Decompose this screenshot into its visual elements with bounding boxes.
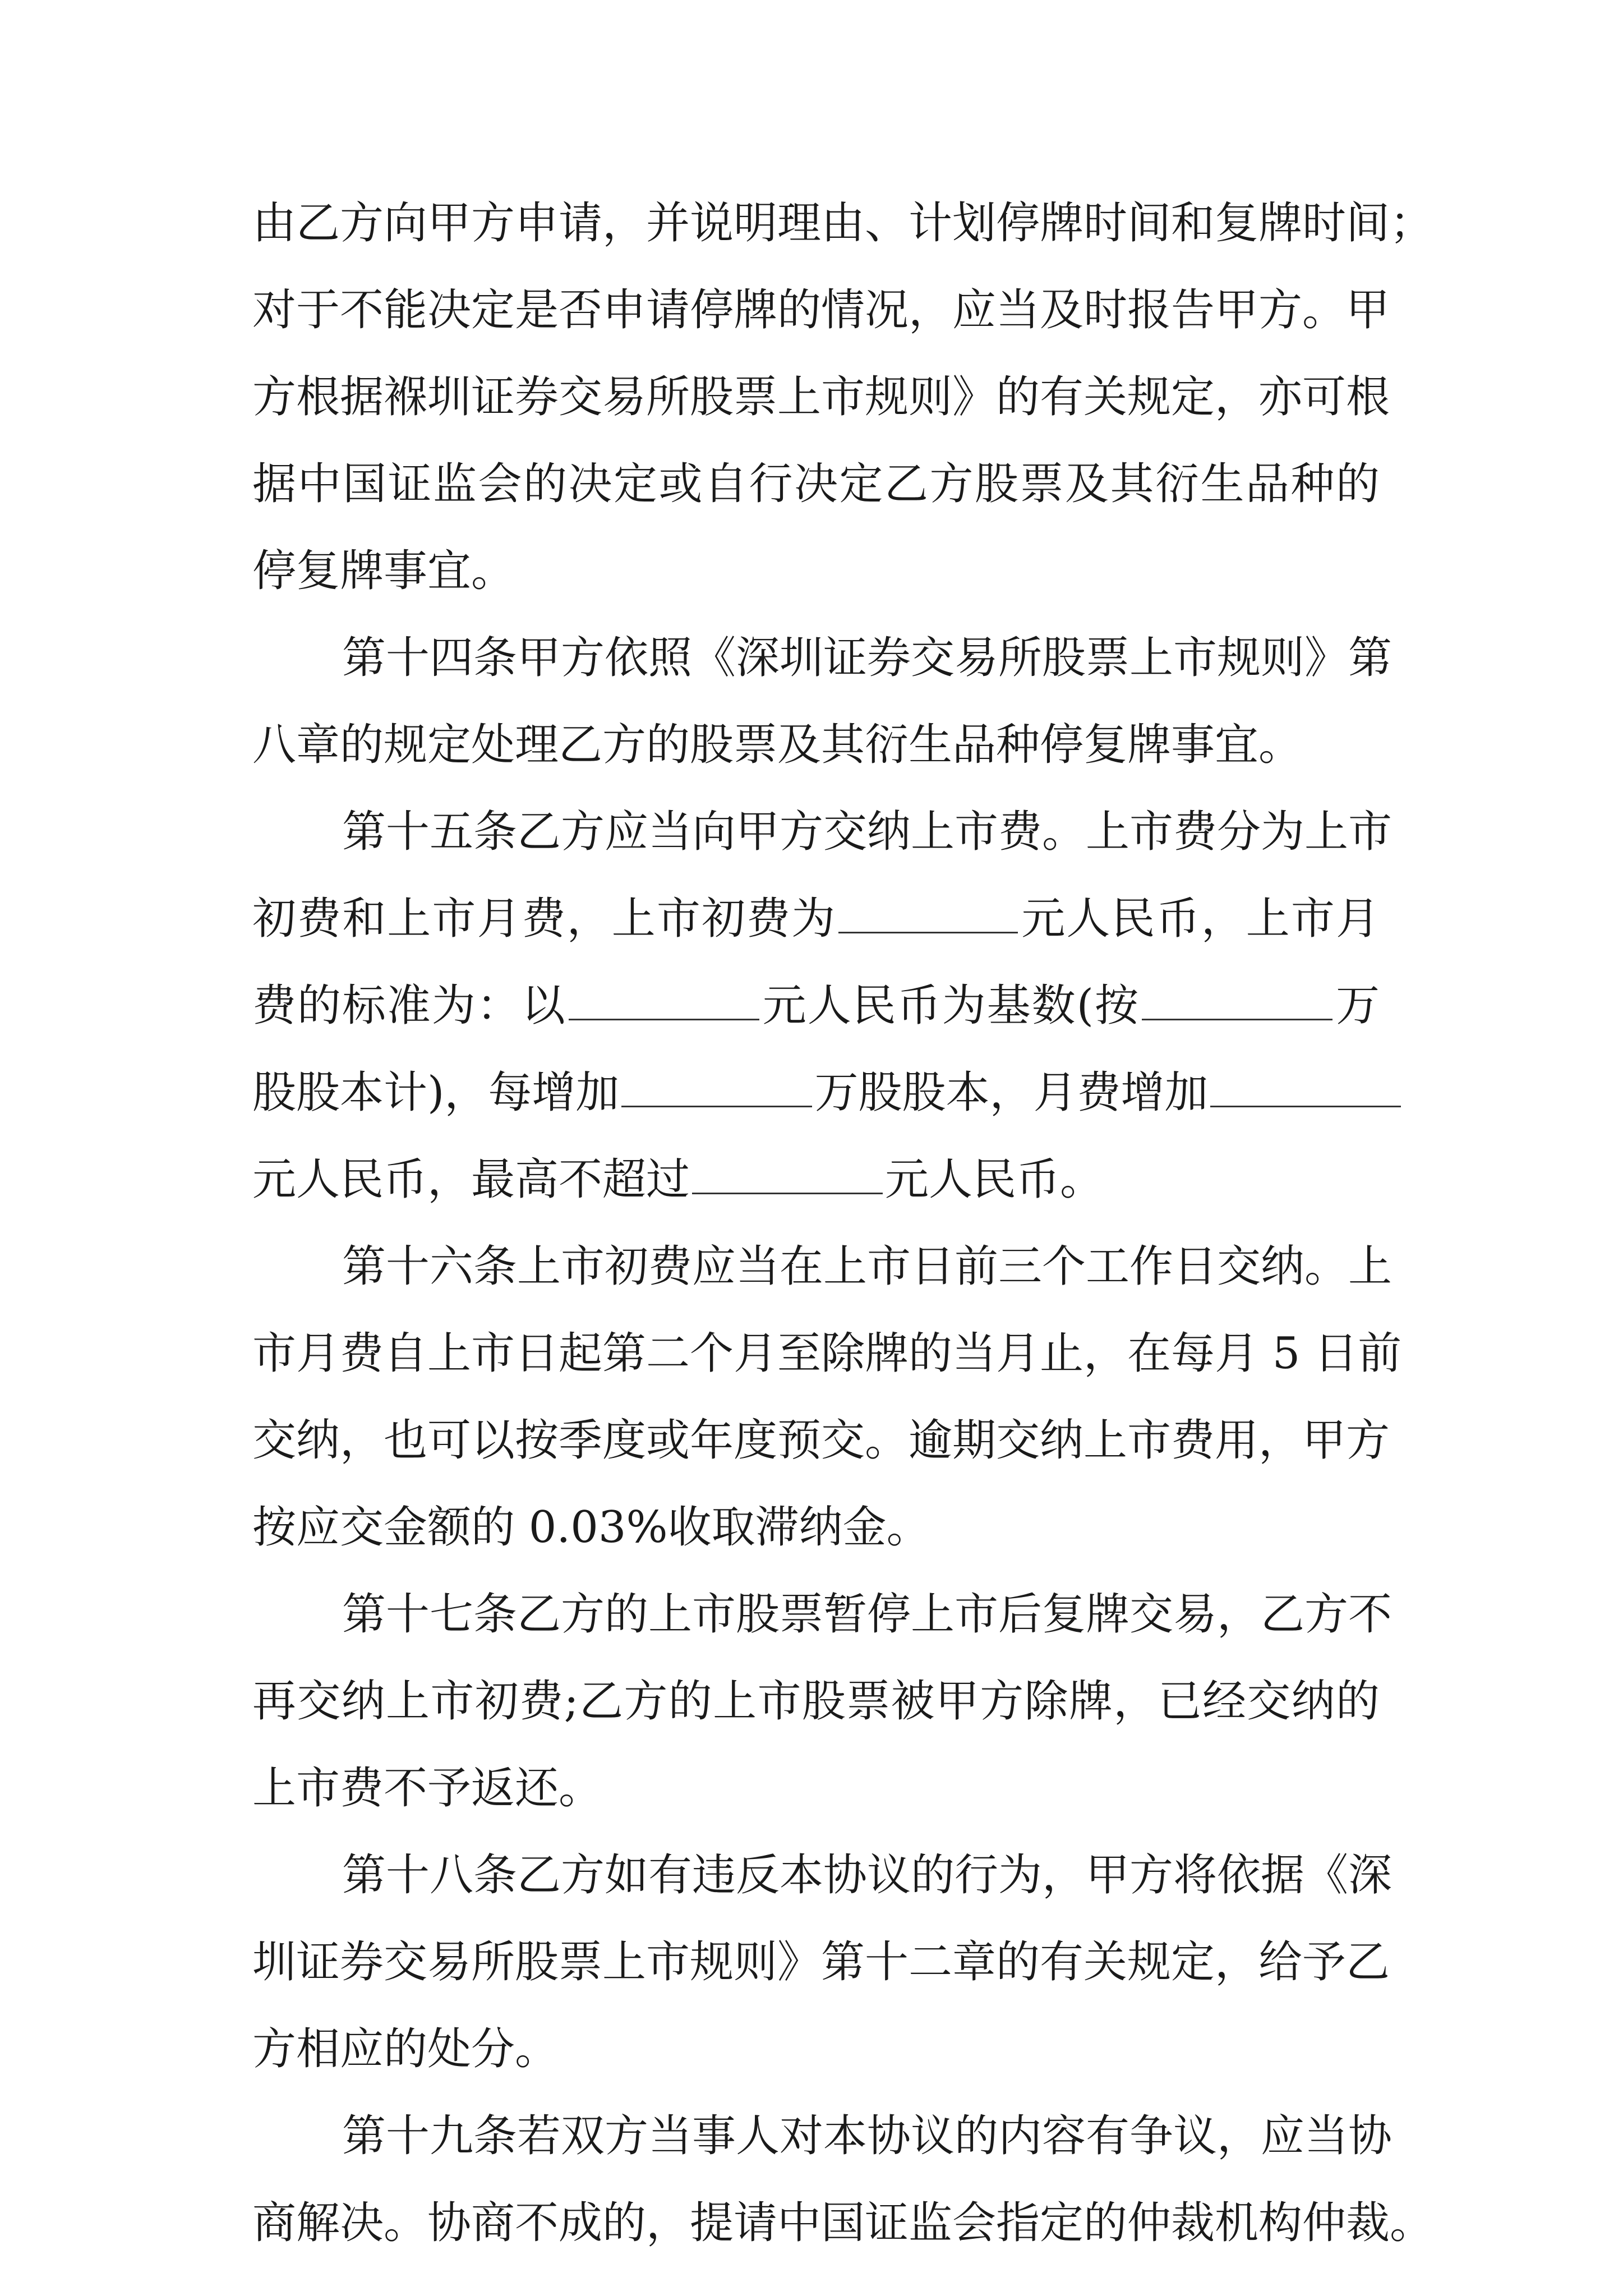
text-line: 对于不能决定是否申请停牌的情况，应当及时报告甲方。甲 [252,285,1390,335]
fill-in-blank [569,975,759,1020]
text-line: 再交纳上市初费;乙方的上市股票被甲方除牌，已经交纳的 [252,1676,1380,1727]
text-line [252,1056,1380,1129]
article-14-line: 第十四条甲方依照《深圳证券交易所股票上市规则》第 [342,633,1393,683]
fill-in-blank [621,1062,812,1107]
fill-in-blank [838,888,1018,933]
text-line: 由乙方向甲方申请，并说明理由、计划停牌时间和复牌时间； [252,198,1434,249]
article-16-line: 第十六条上市初费应当在上市日前三个工作日交纳。上 [342,1241,1393,1292]
text-line: 按应交金额的 0.03%收取滞纳金。 [252,1502,930,1553]
article-19-line: 第十九条若双方当事人对本协议的内容有争议，应当协 [342,2111,1393,2161]
article-17-line: 第十七条乙方的上市股票暂停上市后复牌交易，乙方不 [342,1589,1393,1640]
fill-in-blank [1142,975,1332,1020]
text-line: 据中国证监会的决定或自行决定乙方股票及其衍生品种的 [252,459,1380,509]
fill-in-blank [692,1149,883,1194]
text-line: 方根据褓圳证券交易所股票上市规则》的有关规定，亦可根 [252,372,1390,422]
text-line [252,969,1380,1042]
text-segment: 元人民币，上市月 [1020,894,1380,944]
text-line: 停复牌事宜。 [252,546,515,596]
text-segment: 费的标准为：以 [252,981,566,1031]
text-segment: 初费和上市月费，上市初费为 [252,894,837,944]
text-segment: 元人民币为基数(按 [761,981,1140,1031]
text-segment: 元人民币。 [885,1154,1104,1205]
text-line: 八章的规定处理乙方的股票及其衍生品种停复牌事宜。 [252,720,1303,770]
text-segment: 股股本计)，每增加 [252,1068,620,1118]
text-segment: 万股股本，月费增加 [814,1068,1209,1118]
text-line: 交纳，也可以按季度或年度预交。逾期交纳上市费用，甲方 [252,1415,1390,1466]
text-line: 商解决。协商不成的，提请中国证监会指定的仲裁机构仲裁。 [252,2198,1434,2248]
text-segment: 万 [1335,981,1380,1031]
text-line: 市月费自上市日起第二个月至除牌的当月止，在每月 5 日前 [252,1328,1402,1379]
fill-in-blank [1210,1062,1401,1107]
article-18-line: 第十八条乙方如有违反本协议的行为，甲方将依据《深 [342,1850,1393,1901]
text-line: 圳证券交易所股票上市规则》第十二章的有关规定，给予乙 [252,1937,1390,1987]
text-line: 上市费不予返还。 [252,1763,603,1814]
text-line [252,1143,1380,1216]
text-segment: 元人民币，最高不超过 [252,1154,690,1205]
article-15-line: 第十五条乙方应当向甲方交纳上市费。上市费分为上市 [342,807,1393,857]
text-line: 方相应的处分。 [252,2024,559,2074]
text-line [252,882,1380,955]
